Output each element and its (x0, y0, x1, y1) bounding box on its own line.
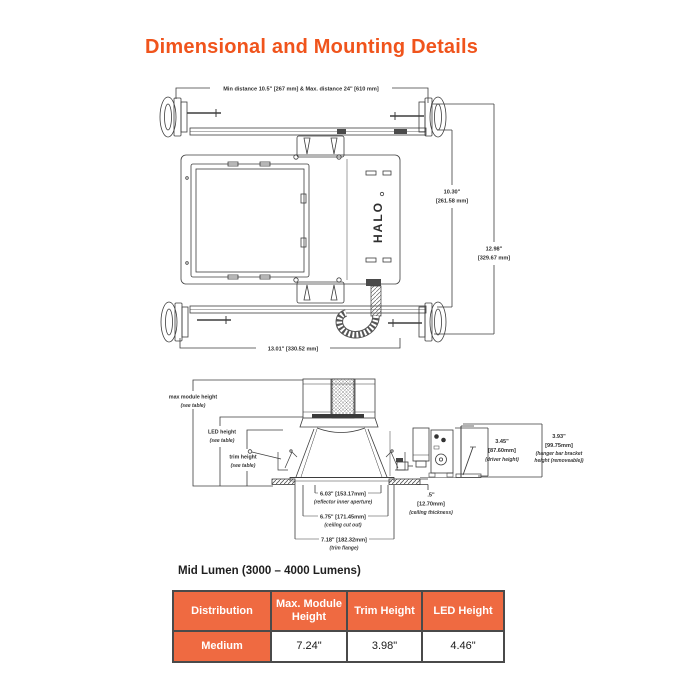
plan-width-label: 13.01" [330.52 mm] (267, 346, 319, 353)
bar-latch (337, 129, 346, 134)
mounting-bracket (419, 302, 446, 342)
driver-height-in: 3.45" (495, 439, 509, 445)
housing-plate (181, 136, 400, 303)
driver-assembly (390, 426, 481, 478)
plan-top-dimension (176, 86, 428, 103)
hanger-bracket-height-mm: [99.75mm] (545, 443, 573, 449)
col-header-distribution: Distribution (174, 592, 270, 630)
plan-top-distance-label: Min distance 10.5" [267 mm] & Max. distance 24" [610 mm] (223, 86, 379, 93)
col-header-trim-height: Trim Height (348, 592, 421, 630)
cutout-dim: 6.75" [171.45mm] (320, 514, 366, 521)
hanger-bars (160, 97, 446, 342)
flange-dim: 7.18" [182.32mm] (321, 537, 367, 544)
ceiling-thickness-in: .5" (427, 492, 435, 499)
mounting-nail (197, 316, 231, 324)
bar-latch (394, 129, 407, 134)
cutout-note: (ceiling cut out) (324, 522, 362, 529)
plan-inner-height-in: 10.30" (443, 189, 461, 196)
aperture-note: (reflector inner aperture) (313, 499, 373, 506)
plan-height-dimensions (431, 104, 510, 334)
mounting-bracket (161, 302, 188, 342)
led-board (312, 414, 364, 418)
col-header-led-height: LED Height (423, 592, 503, 630)
hanger-bracket-height-note-2: height (removeable)) (534, 458, 584, 464)
driver-height-note: (driver height) (485, 457, 519, 463)
cell-max-module-height: 7.24" (272, 632, 346, 661)
plan-outer-height-mm: [329.67 mm] (477, 255, 511, 262)
led-height-label: LED height (208, 429, 236, 436)
mounting-bracket (160, 97, 187, 137)
section-right-dimensions (455, 424, 584, 477)
plan-view-diagram (145, 80, 525, 370)
aperture-dim: 6.03" [153.17mm] (320, 491, 366, 498)
led-height-note: (see table) (209, 437, 235, 444)
trim-height-label: trim height (229, 454, 257, 461)
max-module-height-label: max module height (168, 394, 218, 401)
trim-height-note: (see table) (230, 462, 256, 469)
cell-distribution-medium: Medium (174, 632, 270, 661)
fixture-section (278, 379, 405, 481)
flex-conduit (339, 279, 381, 335)
spec-table (172, 590, 505, 663)
ceiling-thickness-mm: [12.70mm] (417, 501, 445, 508)
max-module-height-note: (see table) (180, 402, 206, 409)
mounting-nail (187, 109, 221, 117)
mounting-nail (388, 319, 422, 327)
cell-trim-height: 3.98" (348, 632, 421, 661)
lumen-section-heading: Mid Lumen (3000 – 4000 Lumens) (178, 565, 361, 577)
section-view-diagram (165, 370, 585, 570)
halo-logo: HALO (371, 201, 385, 243)
plan-outer-height-in: 12.98" (485, 246, 503, 253)
hanger-bracket-height-note-1: (hanger bar bracket (535, 451, 583, 457)
hanger-bracket-height-in: 3.93" (552, 434, 566, 440)
plan-inner-height-mm: [261.58 mm] (435, 198, 469, 205)
driver-height-mm: [87.60mm] (488, 448, 516, 454)
plan-width-dimension (180, 338, 400, 352)
flange-note: (trim flange) (329, 545, 359, 552)
ceiling-thickness-note: (ceiling thickness) (409, 510, 453, 516)
cell-led-height: 4.46" (423, 632, 503, 661)
page-title: Dimensional and Mounting Details (145, 36, 479, 58)
col-header-max-module-height: Max. Module Height (272, 592, 346, 630)
mounting-bracket (419, 97, 446, 137)
section-bottom-dimensions (295, 479, 453, 551)
